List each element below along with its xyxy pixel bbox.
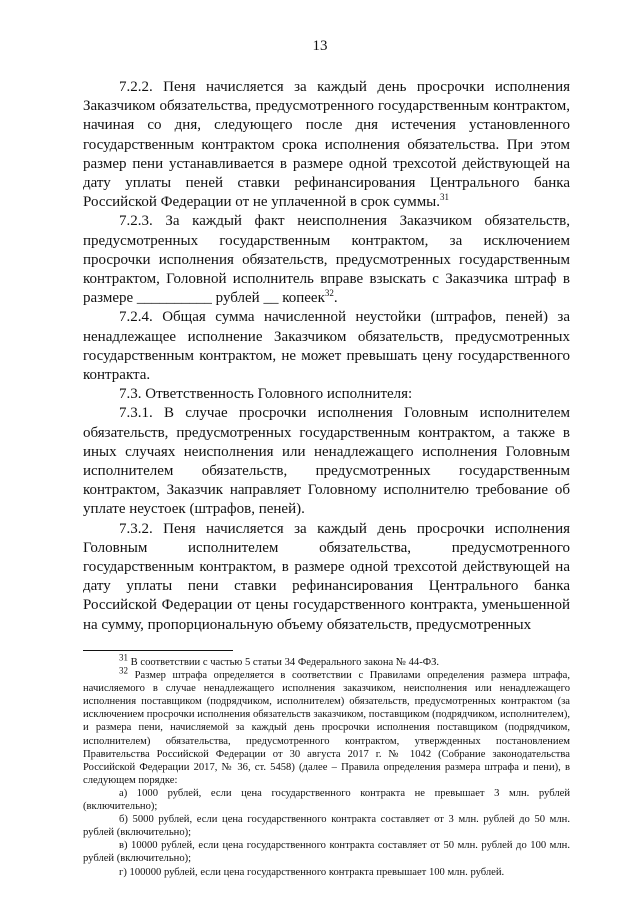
footnote-32 (83, 665, 570, 787)
paragraph-text: 7.2.3. За каждый факт неисполнения Заказчиком обязательств, предусмотренных государственным контрактом, за исключением просрочки исполнения обязательств, предусмотренных государственным контрактом, Головной исполнитель вправе взыскать с Заказчика штраф в размере __________ рублей __ копеек (83, 213, 570, 307)
paragraph-text: 7.2.2. Пеня начисляется за каждый день просрочки исполнения Заказчиком обязательства, предусмотренного государственным контрактом, начиная со дня, следующего после дня истечения установленного государственным контрактом срока исполнения обязательства. При этом размер пени устанавливается в размере одной трехсотой действующей на дату уплаты пеней ставки рефинансирования Центрального банка Российской Федерации от не уплаченной в срок суммы. (83, 79, 570, 211)
footnote-item-v (83, 839, 570, 865)
footnote-item-b (83, 813, 570, 839)
paragraph-7-3-1 (83, 404, 570, 519)
footnote-item-g (83, 866, 570, 879)
paragraph-7-2-4 (83, 308, 570, 385)
body-text (83, 78, 570, 635)
footnote-reference: 31 (440, 192, 450, 203)
footnote-31 (83, 652, 570, 669)
paragraph-7-2-3 (83, 212, 570, 308)
footnote-text: В соответствии с частью 5 статьи 34 Федерального закона № 44-ФЗ. (128, 657, 440, 668)
footnote-text: Размер штрафа определяется в соответствии с Правилами определения размера штрафа, начисляемого в случае ненадлежащего исполнения заказчиком, неисполнения или ненадлежащего исполнения поставщиком (подрядчиком, исполнителем) обязательств, предусмотренных контрактом (за исключением просрочки исполнения обязательств заказчиком, поставщиком (подрядчиком, исполнителем), и размера пени, начисляемой за каждый день просрочки исполнения поставщиком (подрядчиком, исполнителем) обязательства, предусмотренного контрактом, утвержденных постановлением Правительства Российской Федерации от 30 августа 2017 г. № 1042 (Собрание законодательства Российской Федерации 2017, № 36, ст. 5458) (далее – Правила определения размера штрафа и пени), в следующем порядке: (83, 670, 570, 786)
paragraph-7-2-2 (83, 78, 570, 212)
footnote-text: в) 10000 рублей, если цена государственного контракта составляет от 50 млн. рублей до 100 млн. рублей (включительно); (83, 840, 570, 865)
paragraph-text: 7.3. Ответственность Головного исполнителя: (119, 386, 413, 403)
footnote-separator (83, 650, 233, 651)
footnote-mark: 31 (119, 652, 128, 663)
footnote-text: а) 1000 рублей, если цена государственного контракта не превышает 3 млн. рублей (включительно); (83, 787, 570, 813)
page-number: 13 (312, 38, 328, 54)
footnote-item-a (83, 787, 570, 813)
footnote-reference: 32 (324, 288, 334, 299)
paragraph-tail: . (333, 290, 338, 307)
paragraph-7-3-2 (83, 520, 570, 635)
paragraph-text: 7.3.2. Пеня начисляется за каждый день просрочки исполнения Головным исполнителем обязательства, предусмотренного государственным контрактом, в размере одной трехсотой действующей на дату уплаты пени ставки рефинансирования Центрального банка Российской Федерации от цены государственного контракта, уменьшенной на сумму, пропорциональную объему обязательств, предусмотренных (83, 520, 570, 633)
footnotes (83, 652, 570, 879)
paragraph-text: 7.2.4. Общая сумма начисленной неустойки (штрафов, пеней) за ненадлежащее исполнение Заказчиком обязательств, предусмотренных государственным контрактом, не может превышать цену государственного контракта. (83, 309, 570, 384)
footnote-text: г) 100000 рублей, если цена государственного контракта превышает 100 млн. рублей. (119, 866, 505, 878)
footnote-text: б) 5000 рублей, если цена государственного контракта составляет от 3 млн. рублей до 50 млн. рублей (включительно); (83, 814, 570, 839)
paragraph-7-3 (83, 385, 570, 404)
footnote-mark: 32 (119, 665, 128, 676)
paragraph-text: 7.3.1. В случае просрочки исполнения Головным исполнителем обязательств, предусмотренных государственным контрактом, а также в иных случаях неисполнения или ненадлежащего исполнения Головным исполнителем обязательств, предусмотренных государственным контрактом, Заказчик направляет Головному исполнителю требование об уплате неустоек (штрафов, пеней). (83, 405, 570, 518)
